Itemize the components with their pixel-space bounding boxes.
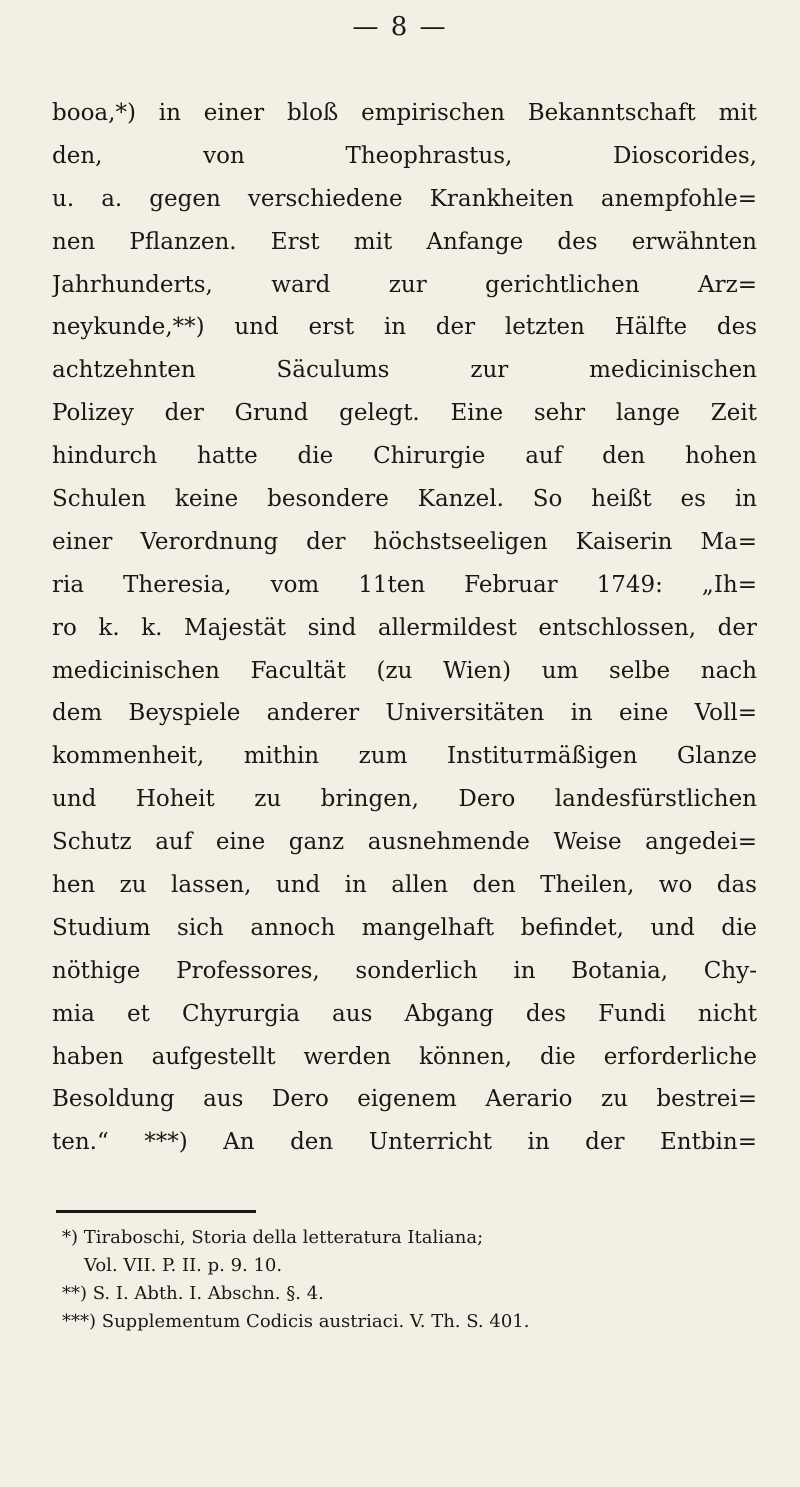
text-line: achtzehnten Säculums zur medicinischen [52,357,757,384]
text-line: ten.“ ***) An den Unterricht in der Entbin= [52,1129,757,1156]
text-line: Schutz auf eine ganz ausnehmende Weise angedei= [52,829,757,856]
text-line: nöthige Professores, sonderlich in Botania, Chy- [52,957,757,984]
text-line: u. a. gegen verschiedene Krankheiten anempfohle= [52,185,757,212]
text-line: nen Pflanzen. Erst mit Anfange des erwähnten [52,228,757,255]
text-line: Studium sich annoch mangelhaft befindet, und die [52,914,757,941]
text-line: medicinischen Facultät (zu Wien) um selbe nach [52,657,757,684]
body-text [52,92,757,1164]
text-line: einer Verordnung der höchstseeligen Kaiserin Ma= [52,528,757,555]
footnote-divider [56,1210,256,1213]
text-line: hen zu lassen, und in allen den Theilen, wo das [52,872,757,899]
text-line: Besoldung aus Dero eigenem Aerario zu bestrei= [52,1086,757,1113]
text-line: und Hoheit zu bringen, Dero landesfürstlichen [52,786,757,813]
footnote-2: **) S. I. Abth. I. Abschn. §. 4. [62,1283,324,1304]
text-line: Polizey der Grund gelegt. Eine sehr lange Zeit [52,400,757,427]
footnote-1-continuation: Vol. VII. P. II. p. 9. 10. [84,1255,283,1276]
text-line: ria Theresia, vom 11ten Februar 1749: „Ih= [52,571,757,598]
text-line: den, von Theophrastus, Dioscorides, [52,142,757,169]
text-line: ro k. k. Majestät sind allermildest entschlossen, der [52,614,757,641]
text-line: Schulen keine besondere Kanzel. So heißt es in [52,486,757,513]
text-line: haben aufgestellt werden können, die erforderliche [52,1043,757,1070]
footnote-1: *) Tiraboschi, Storia della letteratura Italiana; [62,1227,484,1248]
text-line: dem Beyspiele anderer Universitäten in eine Voll= [52,700,757,727]
footnote-3: ***) Supplementum Codicis austriaci. V. Th. S. 401. [62,1311,530,1332]
text-line: mia et Chyrurgia aus Abgang des Fundi nicht [52,1000,757,1027]
text-line: Jahrhunderts, ward zur gerichtlichen Arz= [52,271,757,298]
text-line: booa,*) in einer bloß empirischen Bekanntschaft mit [52,100,757,126]
text-line: kommenheit, mithin zum Instituтmäßigen Glanze [52,743,757,770]
footnotes [62,1224,762,1336]
text-line: hindurch hatte die Chirurgie auf den hohen [52,443,757,470]
text-line: neykunde,**) und erst in der letzten Hälfte des [52,314,757,341]
page-number: — 8 — [352,12,448,42]
